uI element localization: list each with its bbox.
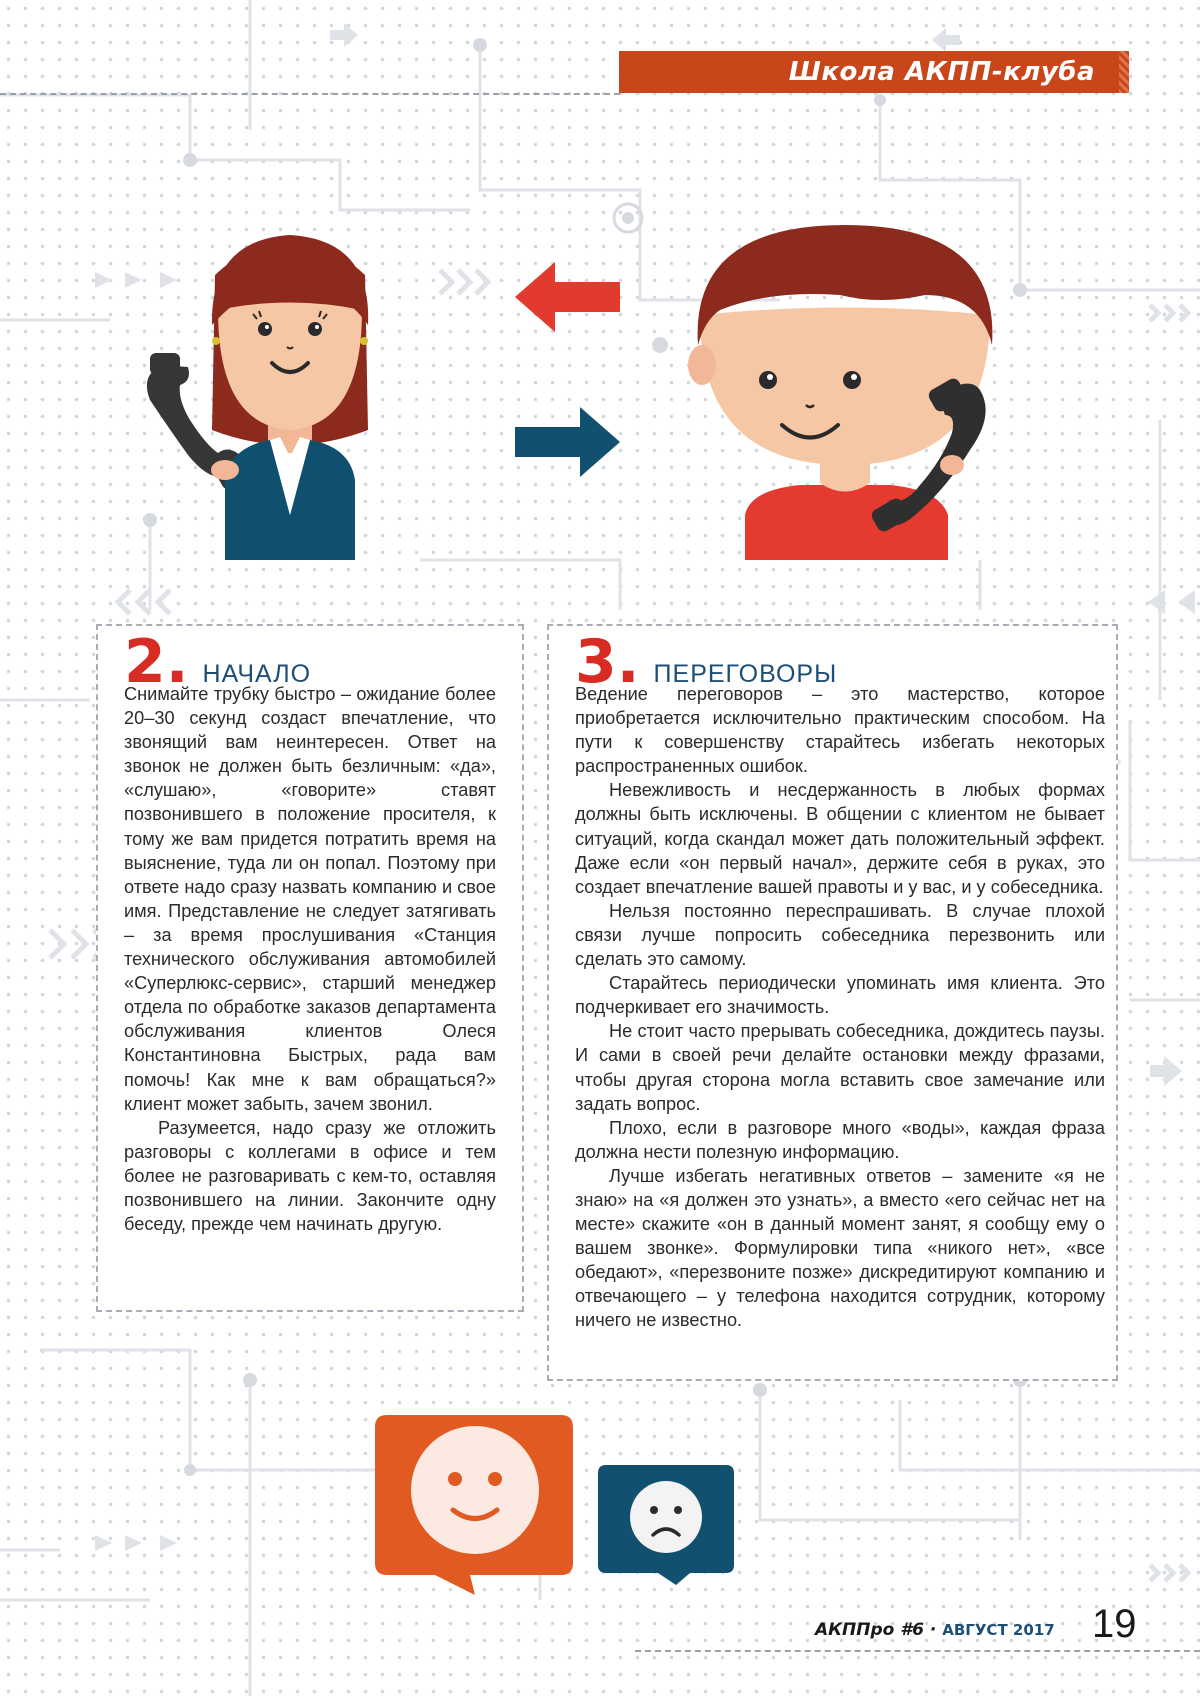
section-number: 3.	[575, 627, 640, 697]
paragraph: Снимайте трубку быстро – ожидание более 20–30 секунд создаст впечатление, что звонящий вам неинтересен. Ответ на звонок не должен быть безличным: «да», «слушаю», «говорите» ставят позвонившего в положение просителя, к тому же вам придется потратить время на выяснение, туда ли он попал. Поэтому при ответе надо сразу назвать компанию и свое имя. Представление не следует затягивать – за время прослушивания «Станция технического обслуживания автомобилей «Суперлюкс-сервис», старший менеджер отдела по обработке заказов департамента обслуживания клиентов Олеся Константиновна Быстрых, рада вам помочь! Как мне к вам обращаться?» клиент может забыть, зачем звонил.	[124, 684, 496, 1114]
section-negotiations-column	[547, 624, 1118, 1381]
issue-date: АВГУСТ 2017	[942, 1621, 1055, 1639]
section-start-column	[96, 624, 524, 1312]
footer-magazine-info	[815, 1620, 1055, 1640]
section-header-tab: Школа АКПП-клуба	[619, 51, 1129, 93]
page-number: 19	[1092, 1602, 1137, 1646]
paragraph: Невежливость и несдержанность в любых формах должны быть исключены. В общении с клиентом не бывает ситуаций, когда скандал может дать положительный эффект. Даже если «он первый начал», держите себя в руках, это создает впечатление вашей правоты и у вас, и у собеседника.	[575, 780, 1105, 897]
magazine-name: АКППро	[815, 1620, 895, 1640]
paragraph: Нельзя постоянно переспрашивать. В случае плохой связи лучше попросить собеседника перезвонить или сделать это самому.	[575, 900, 1105, 970]
section-title: ПЕРЕГОВОРЫ	[653, 660, 838, 688]
happy-speech-bubble-icon	[375, 1415, 573, 1595]
section-start-body	[124, 682, 496, 1236]
header-dashed-rule	[0, 93, 620, 95]
section-number: 2.	[124, 627, 189, 697]
separator: ·	[929, 1620, 937, 1640]
arrow-left-icon	[515, 262, 620, 332]
paragraph: Разумеется, надо сразу же отложить разговоры с коллегами в офисе и тем более не разговаривать с кем-то, оставляя позвонившего на линии. Закончите одну беседу, прежде чем начинать другую.	[124, 1117, 496, 1235]
paragraph: Не стоит часто прерывать собеседника, дождитесь паузы. И сами в своей речи делайте остановки между фразами, чтобы другая сторона могла вставить свое замечание или задать вопрос.	[575, 1021, 1105, 1114]
section-title: НАЧАЛО	[202, 660, 312, 688]
paragraph: Старайтесь периодически упоминать имя клиента. Это подчеркивает его значимость.	[575, 973, 1105, 1018]
footer-dashed-rule	[635, 1650, 1200, 1652]
man-with-phone-illustration	[680, 215, 1010, 560]
arrow-right-icon	[515, 407, 620, 477]
paragraph: Лучше избегать негативных ответов – замените «я не знаю» на «я должен это узнать», а вместо «его сейчас нет на месте» скажите «он в данный момент занят, я сообщу ему о вашем звонке». Формулировки типа «никого нет», «все обедают», «перезвоните позже» дискредитируют компанию и отвечающего – у телефона находится сотрудник, которому ничего не известно.	[575, 1165, 1105, 1331]
sad-speech-bubble-icon	[598, 1465, 734, 1585]
paragraph: Ведение переговоров – это мастерство, которое приобретается исключительно практическим способом. На пути к совершенству старайтесь избегать некоторых распространенных ошибок.	[575, 684, 1105, 777]
issue-number: #6	[900, 1620, 924, 1640]
woman-with-phone-illustration	[140, 215, 440, 560]
section-negotiations-body	[575, 682, 1105, 1333]
paragraph: Плохо, если в разговоре много «воды», каждая фраза должна нести полезную информацию.	[575, 1117, 1105, 1162]
